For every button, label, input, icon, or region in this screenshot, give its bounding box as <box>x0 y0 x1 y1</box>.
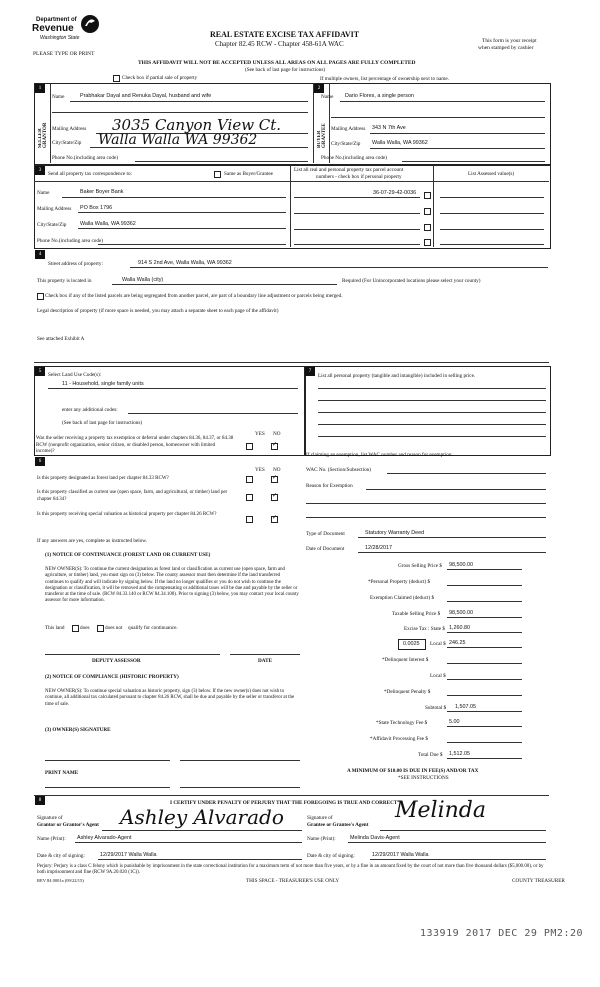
exemption-question: Was the seller receiving a property tax exemption or deferral under chapters 84.36, 84.37, or 84.38 RCW (nonprofit organization, senior citizen, or disabled person, homeowner with limited income)? <box>36 436 234 454</box>
personal-property-label: List all personal property (tangible and intangible) included in selling price. <box>318 373 476 379</box>
exhibit-note: See attached Exhibit A <box>37 336 85 342</box>
parcel-3-checkbox[interactable] <box>424 224 431 231</box>
grantee-date[interactable]: 12/29/2017 Walla Walla <box>372 852 429 858</box>
buyer-side-label: BUYER GRANTEE <box>317 123 327 148</box>
buyer-mail[interactable]: 343 N 7th Ave <box>372 125 406 131</box>
parcel-header-1: List all real and personal property tax parcel account <box>294 167 404 173</box>
wac-no-label: WAC No. (Section/Subsection) <box>306 467 371 473</box>
exemption-deduct-label: Exemption Claimed (deduct) $ <box>370 595 435 601</box>
same-as-buyer-checkbox[interactable] <box>214 171 221 178</box>
qualify-label: qualify for continuance. <box>128 625 178 631</box>
excise-state[interactable]: 1,260.80 <box>449 625 470 631</box>
tax-mail-label: Mailing Address <box>37 206 72 212</box>
grantor-date-label: Date & city of signing: <box>37 853 85 859</box>
excise-label: Excise Tax : State $ <box>404 626 446 632</box>
receipt-stamp: 133919 2017 DEC 29 PM2:20 <box>420 928 584 939</box>
seller-phone-label: Phone No.(including area code) <box>52 155 118 161</box>
tax-phone-label: Phone No.(including area code) <box>37 238 103 244</box>
local-rate-box[interactable] <box>398 639 426 650</box>
seller-city-label: City/State/Zip <box>52 140 82 146</box>
see-back-note: (See back of last page for instructions) <box>245 67 326 73</box>
notice2-title: (2) NOTICE OF COMPLIANCE (HISTORIC PROPERTY) <box>45 674 179 680</box>
exemption-no-checkbox[interactable] <box>271 443 278 450</box>
does-not-checkbox[interactable] <box>97 625 104 632</box>
section-7 <box>304 366 551 456</box>
logo-state: Washington State <box>40 35 80 41</box>
doc-type[interactable]: Statutory Warranty Deed <box>365 530 425 536</box>
seller-city[interactable]: Walla Walla WA 99362 <box>98 132 258 148</box>
tax-mail[interactable]: PO Box 1796 <box>80 205 113 211</box>
grantor-sig-label-1: Signature of <box>37 815 63 821</box>
land-use-label: Select Land Use Code(s): <box>48 372 102 378</box>
street-label: Street address of property: <box>48 261 103 267</box>
parcel-2-checkbox[interactable] <box>424 208 431 215</box>
additional-codes: enter any additional codes: <box>62 407 118 413</box>
does-checkbox[interactable] <box>72 625 79 632</box>
tax-city[interactable]: Walla Walla, WA 99362 <box>80 221 136 227</box>
this-land-label: This land <box>45 625 65 631</box>
street-address[interactable]: 914 S 2nd Ave, Walla Walla, WA 99362 <box>138 260 232 266</box>
notice2-body: NEW OWNER(S): To continue special valuation as historic property, sign (3) below. If the new owner(s) does not wish to continue, all additional tax calculated pursuant to chapter 84.26 RCW, shall be due and payable by the seller or transferor at the time of sale. <box>45 689 295 707</box>
forest-yes-checkbox[interactable] <box>246 476 253 483</box>
local2-label: Local $ <box>430 673 446 679</box>
subtotal[interactable]: 1,507.05 <box>455 704 476 710</box>
exemption-yes-checkbox[interactable] <box>246 443 253 450</box>
grantee-sig-label-1: Signature of <box>307 815 333 821</box>
current-use-no-checkbox[interactable] <box>271 494 278 501</box>
grantee-name[interactable]: Melinda Davis-Agent <box>350 835 400 841</box>
section5-yes: YES <box>255 431 265 437</box>
parcel-1[interactable]: 36-07-29-42-0036 <box>373 190 417 196</box>
see-instructions: *SEE INSTRUCTIONS <box>398 775 449 781</box>
delinquent-penalty-label: *Delinquent Penalty $ <box>384 689 431 695</box>
section6-no: NO <box>273 467 281 473</box>
personal-deduct-label: *Personal Property (deduct) $ <box>368 579 431 585</box>
forest-land-question: Is this property designated as forest land per chapter 84.33 RCW? <box>37 476 169 481</box>
section5-no: NO <box>273 431 281 437</box>
send-correspondence-label: Send all property tax correspondence to: <box>48 171 132 177</box>
minimum-note: A MINIMUM OF $10.00 IS DUE IN FEE(S) AND/OR TAX <box>347 768 479 774</box>
logo-revenue: Revenue <box>32 23 74 34</box>
land-use[interactable]: 11 - Household, single family units <box>62 381 144 387</box>
exemption-claim-label: If claiming an exemption, list WAC number and reason for exemption: <box>306 452 453 458</box>
dor-logo <box>28 14 100 44</box>
segregated-label: Check box if any of the listed parcels are being segregated from another parcel, are part of a boundary line adjustment or parcels being merged. <box>45 293 343 299</box>
grantee-name-label: Name (Print): <box>307 836 336 842</box>
perjury-notice: Perjury: Perjury is a class C felony which is punishable by imprisonment in the state correctional institution for a maximum term of not more than five years, or by a fine in an amount fixed by the court of not more than five thousand dollars ($5,000.00), or by both imprisonment and fine (RCW 9A.20.020 (1C)). <box>37 864 544 876</box>
print-name-label: PRINT NAME <box>45 770 79 776</box>
section-2-number: 2 <box>314 84 324 93</box>
current-use-question: Is this property classified as current use (open space, farm, and agricultural, or timber) land per chapter 84.34? <box>37 490 228 502</box>
seller-name-label: Name <box>52 94 65 100</box>
same-as-buyer-label: Same as Buyer/Grantee <box>224 171 273 177</box>
grantor-name-label: Name (Print): <box>37 836 66 842</box>
logo-dept-line1: Department of <box>36 17 77 23</box>
form-title: REAL ESTATE EXCISE TAX AFFIDAVIT <box>210 30 360 39</box>
multiple-owners-note: If multiple owners, list percentage of ownership next to name. <box>320 76 449 82</box>
taxable-label: Taxable Selling Price $ <box>392 611 441 617</box>
date-label: DATE <box>258 658 273 664</box>
seller-mail[interactable]: 3035 Canyon View Ct. <box>112 116 282 134</box>
section-5-number: 5 <box>35 367 45 376</box>
buyer-city-label: City/State/Zip <box>331 141 361 147</box>
located-in[interactable]: Walla Walla (city) <box>122 277 164 283</box>
historic-yes-checkbox[interactable] <box>246 516 253 523</box>
doc-date-label: Date of Document <box>306 546 345 552</box>
tech-fee[interactable]: 5.00 <box>449 719 460 725</box>
parcel-1-checkbox[interactable] <box>424 192 431 199</box>
grantee-sig-label-2: Grantee or Grantee's Agent <box>307 822 369 828</box>
grantor-name[interactable]: Ashley Alvarado-Agent <box>77 835 132 841</box>
notice1-body: NEW OWNER(S): To continue the current designation as forest land or classification as current use (open space, farm and agriculture, or timber) land, you must sign on (3) below. The county assessor must then determine if the land transferred continues to qualify and will indicate by signing below. If the land no longer qualifies or you do not wish to continue the designation or classification, it will be removed and the compensating or additional taxes will be due and payable by the seller or transferor at the time of sale. (RCW 84.33.140 or RCW 84.34.108). Prior to signing (3) below, you may contact your local county assessor for more information. <box>45 567 299 604</box>
current-use-yes-checkbox[interactable] <box>246 494 253 501</box>
reason-label: Reason for Exemption <box>306 483 353 489</box>
segregated-checkbox[interactable] <box>37 293 44 300</box>
section-3-number: 3 <box>35 166 45 175</box>
buyer-name-label: Name <box>321 94 334 100</box>
owner-signature-label: (3) OWNER(S) SIGNATURE <box>45 727 111 733</box>
county-treasurer-label: COUNTY TREASURER <box>512 878 565 884</box>
form-chapter: Chapter 82.45 RCW - Chapter 458-61A WAC <box>215 40 344 48</box>
deputy-assessor-label: DEPUTY ASSESSOR <box>92 658 141 664</box>
certify-statement: I CERTIFY UNDER PENALTY OF PERJURY THAT THE FOREGOING IS TRUE AND CORRECT <box>170 800 398 806</box>
located-label: This property is located in <box>37 278 92 284</box>
forest-no-checkbox[interactable] <box>271 476 278 483</box>
grantor-sig-label-2: Grantor or Grantor's Agent <box>37 822 99 828</box>
section6-yes: YES <box>255 467 265 473</box>
historic-question: Is this property receiving special valuation as historical property per chapter 84.26 RCW? <box>37 512 217 517</box>
buyer-phone-label: Phone No.(including area code) <box>321 155 387 161</box>
tax-name-label: Name <box>37 190 50 196</box>
historic-no-checkbox[interactable] <box>271 516 278 523</box>
grantor-signature[interactable]: Ashley Alvarado <box>120 805 284 829</box>
section-4-number: 4 <box>35 250 45 259</box>
section-6-number: 6 <box>35 457 45 466</box>
if-yes-note: If any answers are yes, complete as instructed below. <box>37 538 148 544</box>
grantor-date[interactable]: 12/29/2017 Walla Walla <box>100 852 157 858</box>
receipt-note-1: This form is your receipt <box>482 38 537 44</box>
revenue-logo-icon <box>80 14 100 34</box>
rev-number: REV 84 0001a (09/22/15) <box>37 878 84 883</box>
section-1-number: 1 <box>35 84 45 93</box>
local-label: Local $ <box>430 641 446 647</box>
local-rate: 0.0025 <box>403 641 420 647</box>
partial-sale-checkbox[interactable] <box>113 75 120 82</box>
parcel-4-checkbox[interactable] <box>424 239 431 246</box>
notice1-title: (1) NOTICE OF CONTINUANCE (FOREST LAND OR CURRENT USE) <box>45 552 211 558</box>
seller-side-label: SELLER GRANTOR <box>38 122 48 148</box>
taxable-price[interactable]: 98,500.00 <box>449 610 473 616</box>
tax-name[interactable]: Baker Boyer Bank <box>80 189 124 195</box>
buyer-city[interactable]: Walla Walla, WA 99362 <box>372 140 428 146</box>
receipt-note-2: when stamped by cashier <box>478 45 534 51</box>
section-8-number: 8 <box>35 796 45 805</box>
gross-price[interactable]: 98,500.00 <box>449 562 473 568</box>
total-due[interactable]: 1,512.05 <box>449 751 470 757</box>
section5-see-back: (See back of last page for instructions) <box>62 420 143 426</box>
gross-label: Gross Selling Price $ <box>398 563 442 569</box>
does-label: does <box>80 625 90 631</box>
affidavit-fee-label: *Affidavit Processing Fee $ <box>370 736 428 742</box>
seller-mail-label: Mailing Address <box>52 126 87 132</box>
local-tax[interactable]: 246.25 <box>449 640 466 646</box>
please-type: PLEASE TYPE OR PRINT <box>33 51 95 57</box>
total-label: Total Due $ <box>418 752 443 758</box>
parcel-header-2: numbers - check box if personal property <box>316 174 402 180</box>
buyer-mail-label: Mailing Address <box>331 126 366 132</box>
does-not-label: does not <box>105 625 123 631</box>
buyer-name[interactable]: Dario Flores, a single person <box>345 93 414 99</box>
accept-warning: THIS AFFIDAVIT WILL NOT BE ACCEPTED UNLESS ALL AREAS ON ALL PAGES ARE FULLY COMPLETED <box>138 60 416 66</box>
delinquent-interest-label: *Delinquent Interest $ <box>382 657 429 663</box>
grantee-date-label: Date & city of signing: <box>307 853 355 859</box>
legal-desc-label: Legal description of property (if more space is needed, you may attach a separate sheet to each page of the affidavit) <box>37 308 279 314</box>
doc-date[interactable]: 12/28/2017 <box>365 545 392 551</box>
subtotal-label: Subtotal $ <box>425 705 447 711</box>
partial-sale-label: Check box if partial sale of property <box>122 75 198 81</box>
treasurer-use-label: THIS SPACE - TREASURER'S USE ONLY <box>246 878 340 884</box>
doc-type-label: Type of Document <box>306 531 345 537</box>
required-note: Required (For Unincorporated locations please select your county) <box>342 278 481 284</box>
tax-city-label: City/State/Zip <box>37 222 67 228</box>
tech-fee-label: *State Technology Fee $ <box>376 720 428 726</box>
section-7-number: 7 <box>305 367 315 376</box>
grantee-signature[interactable]: Melinda <box>395 798 486 823</box>
seller-name[interactable]: Prabhakar Dayal and Renuka Dayal, husband and wife <box>80 93 212 99</box>
assessed-header: List Assessed value(s) <box>468 171 515 177</box>
